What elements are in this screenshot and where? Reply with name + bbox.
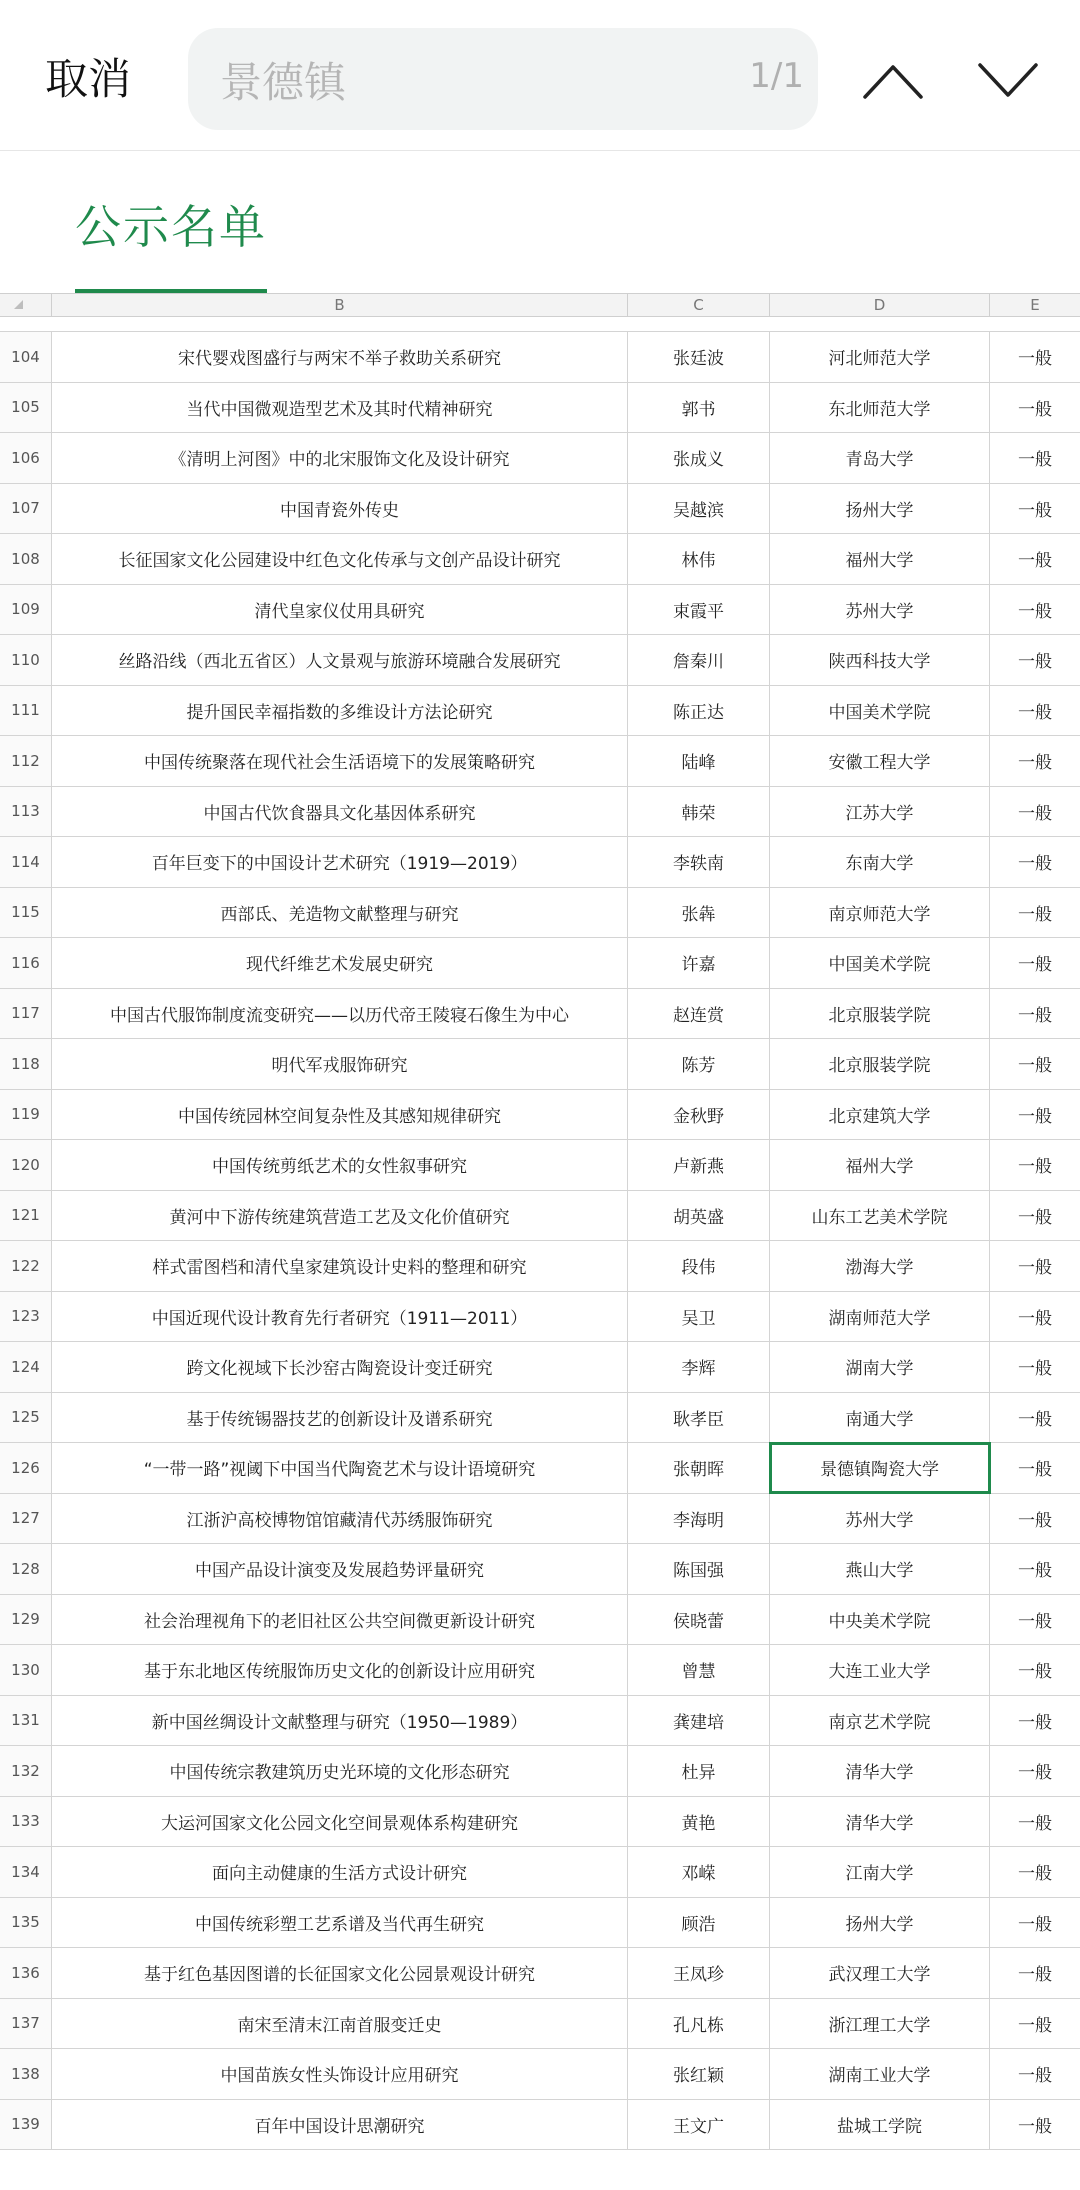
- cell-name[interactable]: 陆峰: [628, 736, 770, 786]
- search-bar: [0, 0, 1080, 151]
- row-number[interactable]: 128: [0, 1544, 52, 1594]
- row-number[interactable]: 106: [0, 433, 52, 483]
- cell-name[interactable]: 陈正达: [628, 686, 770, 736]
- cell-institution[interactable]: 东北师范大学: [770, 383, 990, 433]
- cell-name[interactable]: 赵连赏: [628, 989, 770, 1039]
- spreadsheet-grid: [0, 293, 1080, 2150]
- row-number[interactable]: 122: [0, 1241, 52, 1291]
- cell-category[interactable]: 一般: [1018, 702, 1052, 723]
- cell-name[interactable]: 王文广: [628, 2100, 770, 2150]
- cell-project-title[interactable]: 中国产品设计演变及发展趋势评量研究: [52, 1544, 628, 1594]
- cell-name[interactable]: 顾浩: [628, 1898, 770, 1948]
- table-row: [0, 1393, 1080, 1444]
- column-header-b[interactable]: B: [52, 294, 628, 316]
- row-number[interactable]: 127: [0, 1494, 52, 1544]
- row-number[interactable]: 139: [0, 2100, 52, 2150]
- cell-name[interactable]: 吴卫: [628, 1292, 770, 1342]
- cell-category[interactable]: 一般: [1018, 652, 1052, 673]
- row-number[interactable]: 125: [0, 1393, 52, 1443]
- partial-row: [0, 317, 1080, 332]
- cell-category[interactable]: 一般: [1018, 1207, 1052, 1228]
- cell-name[interactable]: 束霞平: [628, 585, 770, 635]
- cell-project-title[interactable]: 大运河国家文化公园文化空间景观体系构建研究: [52, 1797, 628, 1847]
- cell-institution[interactable]: 南京艺术学院: [770, 1696, 990, 1746]
- cell-institution[interactable]: 中央美术学院: [770, 1595, 990, 1645]
- table-row: [0, 383, 1080, 434]
- table-row: [0, 1645, 1080, 1696]
- cancel-button[interactable]: 取消: [45, 55, 131, 105]
- cell-institution[interactable]: 湖南师范大学: [770, 1292, 990, 1342]
- cell-name[interactable]: 金秋野: [628, 1090, 770, 1140]
- cell-project-title[interactable]: 现代纤维艺术发展史研究: [52, 938, 628, 988]
- cell-name[interactable]: 邓嵘: [628, 1847, 770, 1897]
- search-input[interactable]: [218, 50, 662, 110]
- row-number[interactable]: 107: [0, 484, 52, 534]
- cell-category[interactable]: 一般: [1018, 1712, 1052, 1733]
- row-number[interactable]: 111: [0, 686, 52, 736]
- cell-institution[interactable]: 燕山大学: [770, 1544, 990, 1594]
- table-row: [0, 2049, 1080, 2100]
- cell-category[interactable]: 一般: [1018, 399, 1052, 420]
- cell-category[interactable]: 一般: [1018, 2116, 1052, 2137]
- cell-name[interactable]: 林伟: [628, 534, 770, 584]
- row-number[interactable]: 130: [0, 1645, 52, 1695]
- cell-institution[interactable]: 陕西科技大学: [770, 635, 990, 685]
- cell-category[interactable]: 一般: [1018, 1409, 1052, 1430]
- cell-project-title[interactable]: 样式雷图档和清代皇家建筑设计史料的整理和研究: [52, 1241, 628, 1291]
- cell-name[interactable]: 李辉: [628, 1342, 770, 1392]
- cell-name[interactable]: 侯晓蕾: [628, 1595, 770, 1645]
- cell-project-title[interactable]: 社会治理视角下的老旧社区公共空间微更新设计研究: [52, 1595, 628, 1645]
- cell-project-title[interactable]: 明代军戎服饰研究: [52, 1039, 628, 1089]
- cell-category[interactable]: 一般: [1018, 1359, 1052, 1380]
- cell-category[interactable]: 一般: [1018, 1005, 1052, 1026]
- cell-name[interactable]: 曾慧: [628, 1645, 770, 1695]
- cell-institution[interactable]: 福州大学: [770, 1140, 990, 1190]
- cell-category[interactable]: 一般: [1018, 1763, 1052, 1784]
- table-row: [0, 1999, 1080, 2050]
- cell-institution[interactable]: 大连工业大学: [770, 1645, 990, 1695]
- cell-name[interactable]: 张成义: [628, 433, 770, 483]
- cell-name[interactable]: 李海明: [628, 1494, 770, 1544]
- cell-name[interactable]: 黄艳: [628, 1797, 770, 1847]
- cell-institution[interactable]: 江苏大学: [770, 787, 990, 837]
- table-row: [0, 2100, 1080, 2151]
- cell-name[interactable]: 陈国强: [628, 1544, 770, 1594]
- cell-category[interactable]: 一般: [1018, 349, 1052, 370]
- cell-name[interactable]: 孔凡栋: [628, 1999, 770, 2049]
- table-row: [0, 534, 1080, 585]
- cell-institution[interactable]: 湖南大学: [770, 1342, 990, 1392]
- cell-name[interactable]: 陈芳: [628, 1039, 770, 1089]
- cell-institution[interactable]: 清华大学: [770, 1746, 990, 1796]
- cell-category[interactable]: 一般: [1018, 1813, 1052, 1834]
- cell-institution[interactable]: 中国美术学院: [770, 686, 990, 736]
- row-number[interactable]: 118: [0, 1039, 52, 1089]
- column-header-e[interactable]: E: [1030, 296, 1040, 314]
- table-row: [0, 1696, 1080, 1747]
- row-number[interactable]: 105: [0, 383, 52, 433]
- table-row: [0, 1898, 1080, 1949]
- row-number[interactable]: 135: [0, 1898, 52, 1948]
- table-row: [0, 1797, 1080, 1848]
- sheet-tab-bar: [0, 151, 1080, 293]
- cell-project-title[interactable]: 长征国家文化公园建设中红色文化传承与文创产品设计研究: [52, 534, 628, 584]
- cell-project-title[interactable]: 跨文化视域下长沙窑古陶瓷设计变迁研究: [52, 1342, 628, 1392]
- cell-institution[interactable]: 苏州大学: [770, 1494, 990, 1544]
- table-row: [0, 1241, 1080, 1292]
- cell-category[interactable]: 一般: [1018, 2015, 1052, 2036]
- row-number[interactable]: 132: [0, 1746, 52, 1796]
- table-row: [0, 1948, 1080, 1999]
- row-number[interactable]: 112: [0, 736, 52, 786]
- cell-category[interactable]: 一般: [1018, 450, 1052, 471]
- cell-project-title[interactable]: 基于东北地区传统服饰历史文化的创新设计应用研究: [52, 1645, 628, 1695]
- row-number[interactable]: 104: [0, 332, 52, 382]
- cell-category[interactable]: 一般: [1018, 1308, 1052, 1329]
- cell-institution[interactable]: 山东工艺美术学院: [770, 1191, 990, 1241]
- cell-category[interactable]: 一般: [1018, 753, 1052, 774]
- row-number[interactable]: 115: [0, 888, 52, 938]
- table-row: [0, 1342, 1080, 1393]
- row-number[interactable]: 137: [0, 1999, 52, 2049]
- row-number[interactable]: 129: [0, 1595, 52, 1645]
- table-row: [0, 1090, 1080, 1141]
- cell-name[interactable]: 王凤珍: [628, 1948, 770, 1998]
- table-row: [0, 433, 1080, 484]
- table-row: [0, 1039, 1080, 1090]
- table-row: [0, 989, 1080, 1040]
- cell-name[interactable]: 卢新燕: [628, 1140, 770, 1190]
- table-row: [0, 1544, 1080, 1595]
- cell-institution[interactable]: 浙江理工大学: [770, 1999, 990, 2049]
- cell-category[interactable]: 一般: [1018, 1864, 1052, 1885]
- table-row: [0, 1494, 1080, 1545]
- row-number[interactable]: 110: [0, 635, 52, 685]
- cell-project-title[interactable]: 当代中国微观造型艺术及其时代精神研究: [52, 383, 628, 433]
- cell-project-title[interactable]: 南宋至清末江南首服变迁史: [52, 1999, 628, 2049]
- row-number[interactable]: 134: [0, 1847, 52, 1897]
- table-row: [0, 1292, 1080, 1343]
- cell-project-title[interactable]: 宋代婴戏图盛行与两宋不举子救助关系研究: [52, 332, 628, 382]
- cell-category[interactable]: 一般: [1018, 1510, 1052, 1531]
- cell-project-title[interactable]: 中国古代饮食器具文化基因体系研究: [52, 787, 628, 837]
- cell-category[interactable]: 一般: [1018, 1611, 1052, 1632]
- table-row: [0, 837, 1080, 888]
- cell-project-title[interactable]: 百年中国设计思潮研究: [52, 2100, 628, 2150]
- table-row: [0, 1847, 1080, 1898]
- cell-category[interactable]: 一般: [1018, 1662, 1052, 1683]
- cell-institution[interactable]: 扬州大学: [770, 1898, 990, 1948]
- row-number[interactable]: 116: [0, 938, 52, 988]
- row-number[interactable]: 121: [0, 1191, 52, 1241]
- table-row: [0, 1191, 1080, 1242]
- cell-institution[interactable]: 江南大学: [770, 1847, 990, 1897]
- table-body: [0, 332, 1080, 2150]
- table-row: [0, 1443, 1080, 1494]
- cell-institution[interactable]: 河北师范大学: [770, 332, 990, 382]
- table-row: [0, 1746, 1080, 1797]
- chevron-down-icon: [977, 61, 1039, 101]
- row-number[interactable]: 123: [0, 1292, 52, 1342]
- cell-project-title[interactable]: 《清明上河图》中的北宋服饰文化及设计研究: [52, 433, 628, 483]
- cell-project-title[interactable]: 西部氐、羌造物文献整理与研究: [52, 888, 628, 938]
- table-row: [0, 1140, 1080, 1191]
- cell-project-title[interactable]: 基于红色基因图谱的长征国家文化公园景观设计研究: [52, 1948, 628, 1998]
- previous-match-button[interactable]: [848, 36, 938, 126]
- cell-institution[interactable]: 渤海大学: [770, 1241, 990, 1291]
- cell-name[interactable]: 吴越滨: [628, 484, 770, 534]
- cell-project-title[interactable]: 提升国民幸福指数的多维设计方法论研究: [52, 686, 628, 736]
- cell-category[interactable]: 一般: [1018, 803, 1052, 824]
- cell-category[interactable]: 一般: [1018, 1258, 1052, 1279]
- cell-category[interactable]: 一般: [1018, 1914, 1052, 1935]
- cell-project-title[interactable]: 新中国丝绸设计文献整理与研究（1950—1989）: [52, 1696, 628, 1746]
- cell-institution[interactable]: 清华大学: [770, 1797, 990, 1847]
- table-row: [0, 938, 1080, 989]
- cell-category[interactable]: 一般: [1018, 1157, 1052, 1178]
- row-number[interactable]: 133: [0, 1797, 52, 1847]
- row-number[interactable]: 117: [0, 989, 52, 1039]
- cell-category[interactable]: 一般: [1018, 2066, 1052, 2087]
- cell-name[interactable]: 耿孝臣: [628, 1393, 770, 1443]
- cell-project-title[interactable]: 中国近现代设计教育先行者研究（1911—2011）: [52, 1292, 628, 1342]
- cell-institution[interactable]: 南通大学: [770, 1393, 990, 1443]
- cell-project-title[interactable]: 基于传统锡器技艺的创新设计及谱系研究: [52, 1393, 628, 1443]
- row-number[interactable]: 124: [0, 1342, 52, 1392]
- row-number[interactable]: 119: [0, 1090, 52, 1140]
- table-row: [0, 888, 1080, 939]
- cell-name[interactable]: 胡英盛: [628, 1191, 770, 1241]
- cell-category[interactable]: 一般: [1018, 1561, 1052, 1582]
- cell-name[interactable]: 张廷波: [628, 332, 770, 382]
- cell-category[interactable]: 一般: [1018, 1460, 1052, 1481]
- cell-name[interactable]: 杜异: [628, 1746, 770, 1796]
- cell-name[interactable]: 郭书: [628, 383, 770, 433]
- cell-institution[interactable]: 东南大学: [770, 837, 990, 887]
- table-row: [0, 484, 1080, 535]
- select-all-corner[interactable]: [0, 294, 52, 316]
- table-row: [0, 736, 1080, 787]
- cell-institution[interactable]: 武汉理工大学: [770, 1948, 990, 1998]
- cell-name[interactable]: 张朝晖: [628, 1443, 770, 1493]
- chevron-up-icon: [862, 61, 924, 101]
- cell-category[interactable]: 一般: [1018, 1056, 1052, 1077]
- cell-project-title[interactable]: 黄河中下游传统建筑营造工艺及文化价值研究: [52, 1191, 628, 1241]
- cell-name[interactable]: 韩荣: [628, 787, 770, 837]
- cell-institution[interactable]: 景德镇陶瓷大学: [770, 1443, 990, 1493]
- cell-category[interactable]: 一般: [1018, 500, 1052, 521]
- cell-institution[interactable]: 青岛大学: [770, 433, 990, 483]
- cell-category[interactable]: 一般: [1018, 904, 1052, 925]
- cell-name[interactable]: 许嘉: [628, 938, 770, 988]
- table-row: [0, 1595, 1080, 1646]
- cell-institution[interactable]: 福州大学: [770, 534, 990, 584]
- table-row: [0, 585, 1080, 636]
- row-number[interactable]: 120: [0, 1140, 52, 1190]
- cell-category[interactable]: 一般: [1018, 601, 1052, 622]
- cell-category[interactable]: 一般: [1018, 1965, 1052, 1986]
- column-header-c[interactable]: C: [628, 294, 770, 316]
- cell-project-title[interactable]: 中国传统彩塑工艺系谱及当代再生研究: [52, 1898, 628, 1948]
- cell-institution[interactable]: 北京服装学院: [770, 989, 990, 1039]
- cell-project-title[interactable]: “一带一路”视阈下中国当代陶瓷艺术与设计语境研究: [52, 1443, 628, 1493]
- cell-name[interactable]: 李轶南: [628, 837, 770, 887]
- cell-project-title[interactable]: 百年巨变下的中国设计艺术研究（1919—2019）: [52, 837, 628, 887]
- cell-project-title[interactable]: 江浙沪高校博物馆馆藏清代苏绣服饰研究: [52, 1494, 628, 1544]
- row-number[interactable]: 108: [0, 534, 52, 584]
- cell-name[interactable]: 张犇: [628, 888, 770, 938]
- row-number[interactable]: 126: [0, 1443, 52, 1493]
- cell-institution[interactable]: 南京师范大学: [770, 888, 990, 938]
- cell-name[interactable]: 段伟: [628, 1241, 770, 1291]
- table-row: [0, 686, 1080, 737]
- column-header-d[interactable]: D: [770, 294, 990, 316]
- cell-project-title[interactable]: 中国苗族女性头饰设计应用研究: [52, 2049, 628, 2099]
- cell-project-title[interactable]: 中国传统聚落在现代社会生活语境下的发展策略研究: [52, 736, 628, 786]
- match-count: 1/1: [749, 56, 804, 96]
- cell-category[interactable]: 一般: [1018, 1106, 1052, 1127]
- row-number[interactable]: 138: [0, 2049, 52, 2099]
- row-number[interactable]: 109: [0, 585, 52, 635]
- next-match-button[interactable]: [963, 36, 1053, 126]
- search-field-container: [188, 28, 818, 130]
- cell-category[interactable]: 一般: [1018, 551, 1052, 572]
- cell-name[interactable]: 龚建培: [628, 1696, 770, 1746]
- cell-institution[interactable]: 湖南工业大学: [770, 2049, 990, 2099]
- cell-project-title[interactable]: 丝路沿线（西北五省区）人文景观与旅游环境融合发展研究: [52, 635, 628, 685]
- cell-institution[interactable]: 北京服装学院: [770, 1039, 990, 1089]
- table-row: [0, 635, 1080, 686]
- row-number[interactable]: 136: [0, 1948, 52, 1998]
- row-number[interactable]: 113: [0, 787, 52, 837]
- table-row: [0, 787, 1080, 838]
- cell-project-title[interactable]: 中国传统园林空间复杂性及其感知规律研究: [52, 1090, 628, 1140]
- column-header-row: [0, 293, 1080, 317]
- cell-project-title[interactable]: 中国古代服饰制度流变研究——以历代帝王陵寝石像生为中心: [52, 989, 628, 1039]
- cell-institution[interactable]: 中国美术学院: [770, 938, 990, 988]
- row-number[interactable]: 131: [0, 1696, 52, 1746]
- cell-project-title[interactable]: 中国传统宗教建筑历史光环境的文化形态研究: [52, 1746, 628, 1796]
- cell-name[interactable]: 张红颖: [628, 2049, 770, 2099]
- cell-institution[interactable]: 苏州大学: [770, 585, 990, 635]
- cell-category[interactable]: 一般: [1018, 854, 1052, 875]
- cell-name[interactable]: 詹秦川: [628, 635, 770, 685]
- cell-institution[interactable]: 盐城工学院: [770, 2100, 990, 2150]
- cell-institution[interactable]: 安徽工程大学: [770, 736, 990, 786]
- cell-project-title[interactable]: 中国传统剪纸艺术的女性叙事研究: [52, 1140, 628, 1190]
- sheet-tab-public-list[interactable]: 公示名单: [75, 200, 267, 254]
- cell-project-title[interactable]: 清代皇家仪仗用具研究: [52, 585, 628, 635]
- row-number[interactable]: 114: [0, 837, 52, 887]
- cell-project-title[interactable]: 面向主动健康的生活方式设计研究: [52, 1847, 628, 1897]
- cell-category[interactable]: 一般: [1018, 955, 1052, 976]
- cell-institution[interactable]: 扬州大学: [770, 484, 990, 534]
- table-row: [0, 332, 1080, 383]
- cell-institution[interactable]: 北京建筑大学: [770, 1090, 990, 1140]
- cell-project-title[interactable]: 中国青瓷外传史: [52, 484, 628, 534]
